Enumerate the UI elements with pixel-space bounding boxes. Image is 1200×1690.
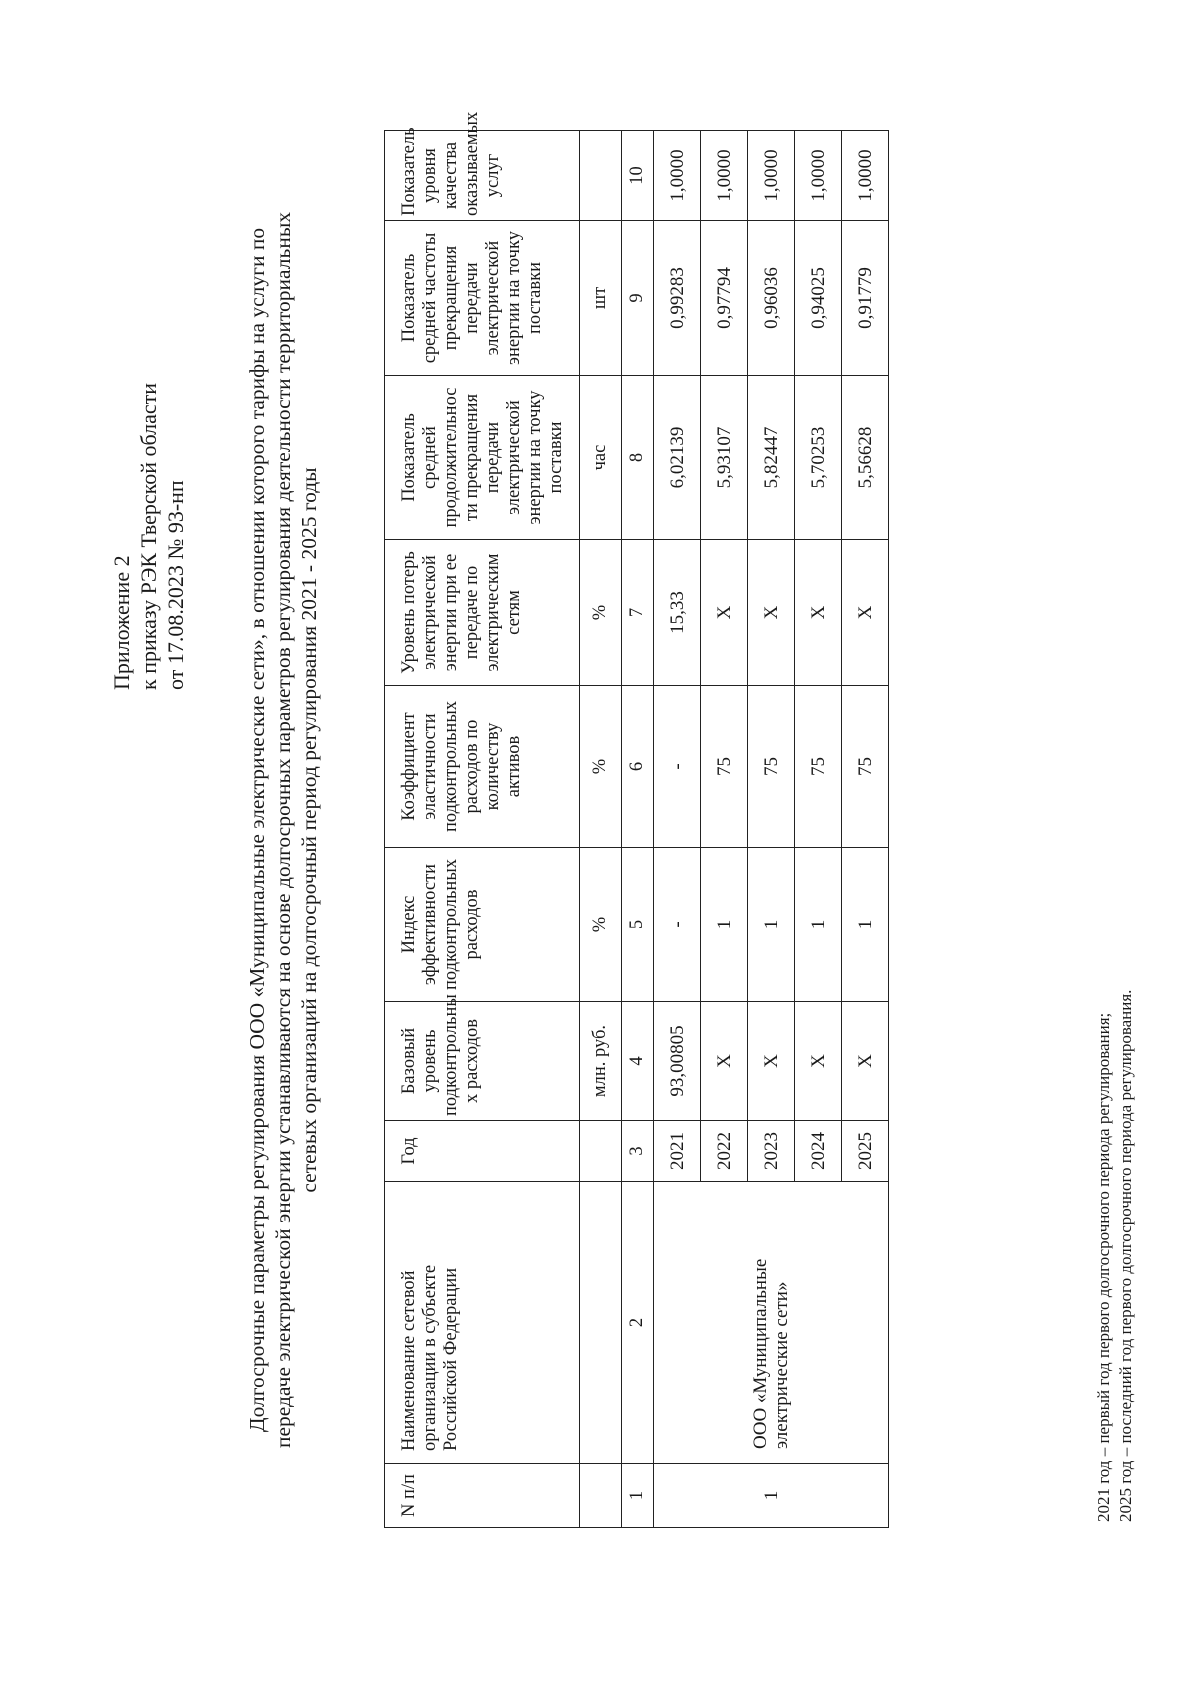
unit-cell: % <box>580 540 622 686</box>
elasticity-cell: 75 <box>748 686 795 848</box>
header-cell: Уровень потерь электрической энергии при ее передаче по электрическим сетям <box>385 540 580 686</box>
title-line-1: Долгосрочные параметры регулирования ООО «Муниципальные электрические сети», в отношении которого тарифы на услуги по <box>245 227 269 1433</box>
title-line-2: передаче электрической энергии устанавливаются на основе долгосрочных параметров регулирования деятельности территориальных <box>271 211 295 1449</box>
title-line-3: сетевых организаций на долгосрочный период регулирования 2021 - 2025 годы <box>297 467 321 1193</box>
column-number-cell: 7 <box>622 540 654 686</box>
column-number-row <box>622 131 654 1528</box>
unit-cell <box>580 1182 622 1464</box>
unit-cell: % <box>580 848 622 1002</box>
header-cell: Показатель уровня качества оказываемых услуг <box>385 131 580 221</box>
base-level-cell: X <box>795 1002 842 1121</box>
quality-cell: 1,0000 <box>654 131 701 221</box>
column-number-cell: 8 <box>622 376 654 540</box>
base-level-cell: X <box>842 1002 889 1121</box>
column-number-cell: 5 <box>622 848 654 1002</box>
appendix-order-ref: к приказу РЭК Тверской области <box>136 382 161 690</box>
base-level-cell: X <box>701 1002 748 1121</box>
base-level-cell: 93,00805 <box>654 1002 701 1121</box>
unit-cell: % <box>580 686 622 848</box>
frequency-cell: 0,99283 <box>654 221 701 376</box>
footnotes <box>1093 990 1137 1522</box>
document-title <box>244 170 322 1490</box>
duration-cell: 5,82447 <box>748 376 795 540</box>
quality-cell: 1,0000 <box>748 131 795 221</box>
quality-cell: 1,0000 <box>795 131 842 221</box>
unit-cell <box>580 1464 622 1528</box>
footnote-first-year: 2021 год – первый год первого долгосрочного периода регулирования; <box>1094 1012 1113 1522</box>
appendix-order-date: от 17.08.2023 № 93-нп <box>163 480 188 690</box>
unit-cell: час <box>580 376 622 540</box>
efficiency-index-cell: 1 <box>748 848 795 1002</box>
unit-cell <box>580 131 622 221</box>
elasticity-cell: 75 <box>842 686 889 848</box>
column-number-cell: 1 <box>622 1464 654 1528</box>
header-cell: Показатель средней частоты прекращения передачи электрической энергии на точку поставки <box>385 221 580 376</box>
parameters-table <box>384 111 889 1528</box>
elasticity-cell: - <box>654 686 701 848</box>
frequency-cell: 0,96036 <box>748 221 795 376</box>
header-cell: Коэффициент эластичности подконтрольных расходов по количеству активов <box>385 686 580 848</box>
organization-name-cell: ООО «Муниципальные электрические сети» <box>654 1182 889 1464</box>
header-cell: Год <box>385 1121 580 1182</box>
column-number-cell: 4 <box>622 1002 654 1121</box>
year-cell: 2022 <box>701 1121 748 1182</box>
unit-cell: шт <box>580 221 622 376</box>
column-number-cell: 6 <box>622 686 654 848</box>
appendix-header <box>108 170 189 690</box>
column-number-cell: 3 <box>622 1121 654 1182</box>
year-cell: 2025 <box>842 1121 889 1182</box>
column-number-cell: 9 <box>622 221 654 376</box>
appendix-number: Приложение 2 <box>109 555 134 690</box>
duration-cell: 5,70253 <box>795 376 842 540</box>
frequency-cell: 0,97794 <box>701 221 748 376</box>
table-header-row <box>385 131 580 1528</box>
base-level-cell: X <box>748 1002 795 1121</box>
duration-cell: 6,02139 <box>654 376 701 540</box>
header-cell: N п/п <box>385 1464 580 1528</box>
year-cell: 2021 <box>654 1121 701 1182</box>
losses-cell: X <box>842 540 889 686</box>
row-number-cell: 1 <box>654 1464 889 1528</box>
units-row <box>580 131 622 1528</box>
header-cell: Индекс эффективности подконтрольных расходов <box>385 848 580 1002</box>
table-row <box>654 131 701 1528</box>
duration-cell: 5,56628 <box>842 376 889 540</box>
header-cell: Наименование сетевой организации в субъекте Российской Федерации <box>385 1182 580 1464</box>
losses-cell: 15,33 <box>654 540 701 686</box>
elasticity-cell: 75 <box>795 686 842 848</box>
year-cell: 2023 <box>748 1121 795 1182</box>
efficiency-index-cell: 1 <box>701 848 748 1002</box>
unit-cell <box>580 1121 622 1182</box>
unit-cell: млн. руб. <box>580 1002 622 1121</box>
quality-cell: 1,0000 <box>701 131 748 221</box>
column-number-cell: 2 <box>622 1182 654 1464</box>
column-number-cell: 10 <box>622 131 654 221</box>
efficiency-index-cell: - <box>654 848 701 1002</box>
duration-cell: 5,93107 <box>701 376 748 540</box>
frequency-cell: 0,91779 <box>842 221 889 376</box>
header-cell: Базовый уровень подконтрольны х расходов <box>385 1002 580 1121</box>
header-cell: Показатель средней продолжительнос ти прекращения передачи электрической энергии на точку поставки <box>385 376 580 540</box>
losses-cell: X <box>701 540 748 686</box>
efficiency-index-cell: 1 <box>795 848 842 1002</box>
year-cell: 2024 <box>795 1121 842 1182</box>
footnote-last-year: 2025 год – последний год первого долгосрочного периода регулирования. <box>1116 989 1135 1522</box>
losses-cell: X <box>795 540 842 686</box>
quality-cell: 1,0000 <box>842 131 889 221</box>
elasticity-cell: 75 <box>701 686 748 848</box>
losses-cell: X <box>748 540 795 686</box>
frequency-cell: 0,94025 <box>795 221 842 376</box>
efficiency-index-cell: 1 <box>842 848 889 1002</box>
